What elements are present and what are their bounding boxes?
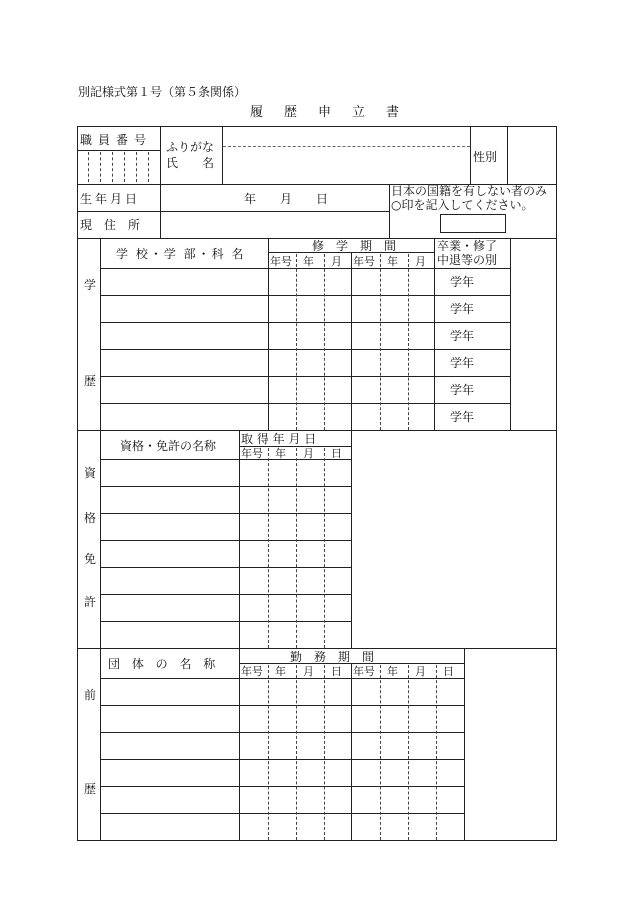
birth-month-unit: 月 <box>280 192 293 206</box>
edu-year-1: 年 <box>303 255 314 268</box>
career-month-1: 月 <box>303 665 314 678</box>
education-status-header-1: 卒業・修了 <box>437 239 498 253</box>
edu-era-2: 年号 <box>353 255 375 268</box>
education-school-header: 学 校・学 部・科 名 <box>116 247 246 261</box>
career-month-2: 月 <box>415 665 426 678</box>
career-era-2: 年号 <box>353 665 375 678</box>
career-day-1: 日 <box>331 665 342 678</box>
career-era-1: 年号 <box>241 665 263 678</box>
grade-cell: 学年 <box>450 302 475 316</box>
nationality-note-line1: 日本の国籍を有しない者のみ <box>391 184 548 198</box>
edu-year-2: 年 <box>387 255 398 268</box>
career-year-2: 年 <box>387 665 398 678</box>
qualification-section-char: 資 <box>84 466 97 480</box>
qualification-section-char: 許 <box>84 595 97 609</box>
birth-day-unit: 日 <box>316 192 329 206</box>
edu-era-1: 年号 <box>270 255 292 268</box>
birth-year-unit: 年 <box>244 192 257 206</box>
edu-month-1: 月 <box>331 255 342 268</box>
form-number: 別記様式第１号（第５条関係） <box>78 85 247 99</box>
career-year-1: 年 <box>275 665 286 678</box>
education-status-header-2: 中退等の別 <box>437 253 498 267</box>
career-section-char-1: 前 <box>84 688 97 702</box>
qualification-section-char: 免 <box>84 552 97 566</box>
grade-cell: 学年 <box>450 329 475 343</box>
qual-era: 年号 <box>241 447 263 460</box>
staff-number-label: 職員番号 <box>80 133 153 147</box>
grade-cell: 学年 <box>450 275 475 289</box>
qualification-date-header: 取 得 年 月 日 <box>241 432 317 446</box>
grade-cell: 学年 <box>450 383 475 397</box>
career-day-2: 日 <box>443 665 454 678</box>
birthdate-label: 生年月日 <box>80 192 141 206</box>
name-label: 氏 名 <box>166 156 215 170</box>
career-section-char-2: 歴 <box>84 782 97 796</box>
furigana-label: ふりがな <box>166 140 215 154</box>
edu-month-2: 月 <box>415 255 426 268</box>
education-section-char-2: 歴 <box>84 374 97 388</box>
nationality-mark-box[interactable] <box>440 214 506 233</box>
grade-cell: 学年 <box>450 356 475 370</box>
qualification-section-char: 格 <box>84 511 97 525</box>
grade-cell: 学年 <box>450 410 475 424</box>
qual-year: 年 <box>275 447 286 460</box>
gender-label: 性別 <box>473 150 498 164</box>
nationality-note-line2: ○印を記入してください。 <box>391 198 534 212</box>
page-title: 履 歴 申 立 書 <box>250 105 404 120</box>
education-section-char-1: 学 <box>84 278 97 292</box>
address-label: 現 住 所 <box>80 218 141 232</box>
career-period-header: 勤 務 期 間 <box>290 650 375 664</box>
qualification-name-header: 資格・免許の名称 <box>120 439 217 453</box>
education-period-header: 修 学 期 間 <box>312 239 397 253</box>
qual-day: 日 <box>331 447 342 460</box>
qual-month: 月 <box>303 447 314 460</box>
career-org-header: 団 体 の 名 称 <box>108 657 220 671</box>
